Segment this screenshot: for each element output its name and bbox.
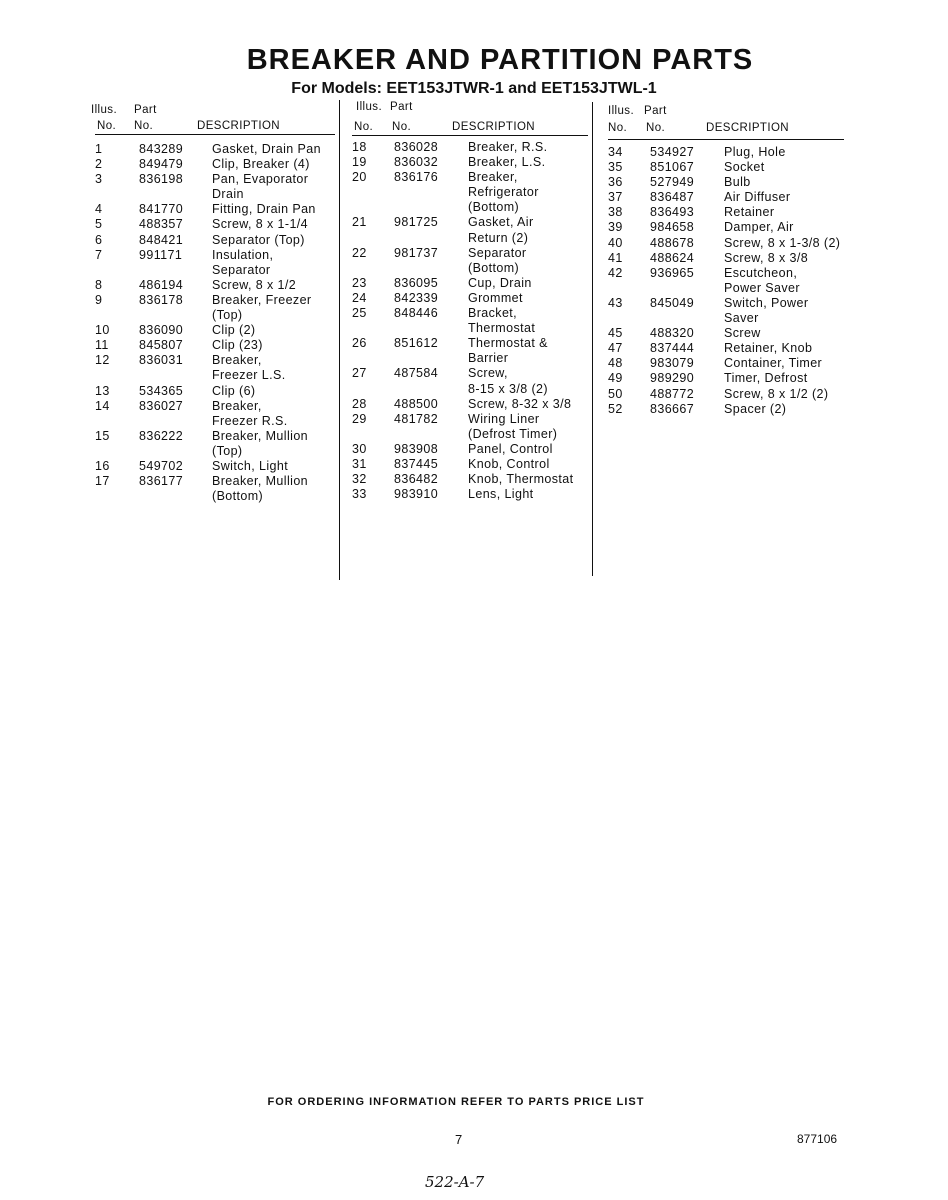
illus-no-label: No.	[608, 122, 628, 134]
description-label: DESCRIPTION	[706, 122, 789, 134]
part-number: 488772	[650, 386, 695, 401]
part-number: 486194	[139, 277, 184, 292]
part-number: 851067	[650, 160, 695, 175]
part-description: Gasket, Air	[468, 215, 534, 230]
part-row	[352, 442, 588, 457]
illus-number: 26	[352, 336, 367, 351]
part-number	[394, 185, 468, 200]
part-description: Screw, 8 x 1-1/4	[212, 217, 309, 232]
illus-number: 1	[95, 142, 103, 156]
illus-number: 50	[608, 386, 623, 401]
part-description: Breaker, Mullion	[212, 428, 309, 443]
part-description: Lens, Light	[468, 487, 534, 502]
part-description: Freezer R.S.	[212, 413, 288, 428]
part-number	[650, 281, 724, 296]
illus-number: 22	[352, 245, 367, 260]
part-description: Clip (6)	[212, 383, 256, 398]
illus-number	[352, 185, 394, 200]
part-row	[352, 155, 588, 170]
part-number: 984658	[650, 220, 695, 235]
illus-number	[95, 368, 139, 383]
models-subtitle: For Models: EET153JTWR-1 and EET153JTWL-1	[291, 80, 657, 97]
part-description: Switch, Power	[724, 295, 809, 310]
part-number: 981737	[394, 245, 439, 260]
part-description: Spacer (2)	[724, 401, 787, 416]
part-label: Part	[390, 101, 413, 113]
illus-number: 49	[608, 371, 623, 386]
part-description: Knob, Thermostat	[468, 472, 574, 487]
illus-number: 30	[352, 441, 367, 456]
part-number	[139, 308, 212, 323]
part-description: Switch, Light	[212, 458, 289, 473]
part-number: 936965	[650, 265, 695, 280]
document-number: 877106	[797, 1132, 838, 1146]
part-number: 989290	[650, 371, 695, 386]
part-row	[608, 296, 844, 311]
part-description: Separator	[212, 262, 271, 277]
part-row	[608, 402, 844, 417]
part-description: (Bottom)	[212, 489, 264, 504]
part-row	[352, 472, 588, 487]
page-number: 7	[455, 1132, 463, 1147]
part-row	[352, 487, 588, 502]
part-number	[394, 231, 468, 246]
part-description: Breaker, R.S.	[468, 140, 548, 154]
illus-number	[95, 444, 139, 459]
illus-number	[352, 382, 394, 397]
part-number: 845807	[139, 338, 184, 353]
illus-number	[352, 261, 394, 276]
part-number: 487584	[394, 366, 439, 381]
parts-column-1	[91, 104, 335, 504]
part-row	[352, 306, 588, 321]
illus-number: 48	[608, 356, 623, 371]
part-number: 836198	[139, 172, 184, 187]
part-description: Air Diffuser	[724, 190, 791, 205]
illus-number: 20	[352, 170, 367, 185]
part-description: (Top)	[212, 308, 243, 323]
part-number: 841770	[139, 202, 184, 217]
part-number: 488500	[394, 396, 439, 411]
illus-number: 9	[95, 292, 103, 307]
part-row	[608, 205, 844, 220]
part-row-continuation	[95, 489, 335, 504]
part-row-continuation	[95, 263, 335, 278]
illus-number: 2	[95, 157, 103, 172]
part-label: Part	[644, 105, 667, 117]
part-row-continuation	[95, 414, 335, 429]
part-number	[139, 263, 212, 278]
part-row	[352, 366, 588, 381]
illus-number	[95, 414, 139, 429]
part-number: 836222	[139, 428, 184, 443]
part-number: 837445	[394, 456, 439, 471]
part-row-continuation	[608, 311, 844, 326]
illus-number: 11	[95, 338, 109, 353]
part-number: 836482	[394, 472, 439, 487]
part-number: 843289	[139, 142, 184, 156]
part-number	[139, 368, 212, 383]
illus-number	[352, 427, 394, 442]
page-title: BREAKER AND PARTITION PARTS	[246, 44, 754, 76]
part-description: Socket	[724, 160, 765, 175]
illus-number: 5	[95, 217, 103, 232]
part-row	[95, 202, 335, 217]
part-row	[608, 175, 844, 190]
illus-number	[352, 200, 394, 215]
part-number: 527949	[650, 175, 695, 190]
part-no-label: No.	[134, 120, 154, 132]
illus-number: 23	[352, 275, 367, 290]
part-number: 836487	[650, 190, 695, 205]
parts-rows	[352, 140, 588, 502]
part-description: Cup, Drain	[468, 275, 532, 290]
illus-number: 32	[352, 472, 367, 487]
part-row	[608, 145, 844, 160]
part-row-continuation	[352, 382, 588, 397]
part-description: Screw, 8-32 x 3/8	[468, 396, 572, 411]
illus-number: 34	[608, 145, 623, 159]
illus-number: 24	[352, 290, 367, 305]
part-row	[608, 160, 844, 175]
illus-number: 36	[608, 175, 623, 190]
header-rule	[95, 134, 335, 135]
part-number	[650, 311, 724, 326]
part-row	[95, 338, 335, 353]
illus-number: 41	[608, 250, 623, 265]
part-description: (Defrost Timer)	[468, 426, 558, 441]
parts-rows	[95, 142, 335, 504]
part-row	[608, 387, 844, 402]
part-description: Separator	[468, 245, 527, 260]
part-row	[352, 397, 588, 412]
part-number	[139, 489, 212, 504]
part-description: Grommet	[468, 290, 523, 305]
ordering-footer: FOR ORDERING INFORMATION REFER TO PARTS PRICE LIST	[267, 1096, 645, 1108]
part-label: Part	[134, 104, 157, 116]
illus-number: 16	[95, 458, 110, 473]
part-number	[394, 200, 468, 215]
part-description: Freezer L.S.	[212, 368, 286, 383]
part-description: Insulation,	[212, 247, 274, 262]
part-number: 549702	[139, 458, 184, 473]
part-description: Container, Timer	[724, 356, 823, 371]
part-row	[352, 412, 588, 427]
part-description: Wiring Liner	[468, 411, 540, 426]
part-number: 836176	[394, 170, 439, 185]
part-description: Knob, Control	[468, 456, 550, 471]
part-row	[95, 217, 335, 232]
illus-no-label: No.	[97, 120, 117, 132]
illus-number: 7	[95, 247, 103, 262]
part-number: 836177	[139, 474, 184, 489]
illus-number: 21	[352, 215, 367, 230]
part-number	[139, 414, 212, 429]
illus-number: 42	[608, 265, 623, 280]
part-row	[352, 215, 588, 230]
column-header	[352, 101, 588, 137]
part-number: 848446	[394, 306, 439, 321]
part-row	[95, 353, 335, 368]
part-number: 488678	[650, 235, 695, 250]
part-number: 534927	[650, 145, 695, 159]
header-rule	[608, 139, 844, 140]
part-number: 836667	[650, 401, 695, 416]
part-description: Refrigerator	[468, 185, 539, 200]
illus-number	[608, 311, 650, 326]
illus-number: 35	[608, 160, 623, 175]
part-description: 8-15 x 3/8 (2)	[468, 381, 548, 396]
part-row	[95, 172, 335, 187]
part-description: Clip (2)	[212, 323, 256, 338]
part-description: Clip (23)	[212, 338, 263, 353]
part-number: 848421	[139, 232, 184, 247]
part-row-continuation	[352, 185, 588, 200]
part-number	[139, 444, 212, 459]
illus-number: 47	[608, 341, 623, 356]
header-rule	[352, 135, 588, 136]
illus-number	[95, 263, 139, 278]
part-description: Separator (Top)	[212, 232, 305, 247]
part-description: Bracket,	[468, 306, 518, 321]
part-row	[95, 429, 335, 444]
part-row	[95, 157, 335, 172]
illus-number: 3	[95, 172, 103, 187]
part-number: 836028	[394, 140, 439, 154]
part-row	[608, 371, 844, 386]
illus-number	[95, 308, 139, 323]
illus-label: Illus.	[608, 105, 635, 117]
part-number: 488320	[650, 326, 695, 341]
part-row-continuation	[95, 444, 335, 459]
part-number: 837444	[650, 341, 695, 356]
column-header	[608, 105, 844, 141]
part-row-continuation	[352, 261, 588, 276]
part-description: Thermostat &	[468, 336, 548, 351]
part-row	[352, 336, 588, 351]
part-row-continuation	[352, 200, 588, 215]
part-number	[394, 321, 468, 336]
column-header	[91, 104, 335, 136]
part-row	[95, 384, 335, 399]
part-row	[608, 356, 844, 371]
part-number: 836090	[139, 323, 184, 338]
part-no-label: No.	[646, 122, 666, 134]
part-row	[95, 459, 335, 474]
part-row	[608, 236, 844, 251]
illus-number: 19	[352, 155, 367, 170]
part-description: Breaker, Mullion	[212, 474, 309, 489]
illus-number: 40	[608, 235, 623, 250]
part-description: Gasket, Drain Pan	[212, 142, 321, 156]
illus-number	[95, 187, 139, 202]
part-row	[95, 248, 335, 263]
part-row	[95, 278, 335, 293]
part-number: 851612	[394, 336, 439, 351]
part-number: 836031	[139, 353, 184, 368]
part-number: 983079	[650, 356, 695, 371]
part-number	[139, 187, 212, 202]
part-description: Breaker,	[468, 170, 518, 185]
part-number: 534365	[139, 383, 184, 398]
part-number: 836178	[139, 292, 184, 307]
illus-number: 37	[608, 190, 623, 205]
part-row	[352, 276, 588, 291]
illus-number	[352, 231, 394, 246]
part-description: (Bottom)	[468, 260, 520, 275]
part-number	[394, 351, 468, 366]
part-description: Breaker,	[212, 353, 262, 368]
part-row-continuation	[352, 231, 588, 246]
illus-number: 39	[608, 220, 623, 235]
part-row-continuation	[352, 321, 588, 336]
part-description: Power Saver	[724, 280, 800, 295]
part-row	[608, 251, 844, 266]
part-row	[95, 293, 335, 308]
part-description: Breaker,	[212, 398, 262, 413]
part-row	[608, 266, 844, 281]
illus-number: 15	[95, 428, 110, 443]
illus-number: 4	[95, 202, 103, 217]
parts-column-2	[352, 101, 588, 502]
part-description: Screw,	[468, 366, 508, 381]
part-description: Drain	[212, 187, 244, 202]
part-description: Breaker, Freezer	[212, 292, 312, 307]
parts-rows	[608, 145, 844, 417]
illus-number: 38	[608, 205, 623, 220]
part-description: Screw, 8 x 1/2	[212, 277, 297, 292]
illus-label: Illus.	[91, 104, 118, 116]
part-row-continuation	[352, 351, 588, 366]
part-number: 836493	[650, 205, 695, 220]
part-description: Panel, Control	[468, 441, 553, 456]
part-row	[352, 457, 588, 472]
illus-number: 52	[608, 401, 623, 416]
column-divider-2	[592, 102, 593, 576]
part-description: Screw, 8 x 3/8	[724, 250, 809, 265]
part-row	[95, 323, 335, 338]
part-row-continuation	[608, 281, 844, 296]
part-number: 836032	[394, 155, 439, 170]
part-description: Damper, Air	[724, 220, 794, 235]
part-description: Retainer, Knob	[724, 341, 813, 356]
part-number	[394, 261, 468, 276]
part-number: 991171	[139, 247, 183, 262]
illus-number	[95, 489, 139, 504]
part-number	[394, 427, 468, 442]
part-row	[608, 341, 844, 356]
part-description: Clip, Breaker (4)	[212, 157, 310, 172]
part-number: 836095	[394, 275, 439, 290]
description-label: DESCRIPTION	[452, 121, 535, 133]
part-number: 481782	[394, 411, 439, 426]
illus-number	[352, 351, 394, 366]
part-description: Timer, Defrost	[724, 371, 808, 386]
part-no-label: No.	[392, 121, 412, 133]
illus-number: 25	[352, 306, 367, 321]
illus-number: 31	[352, 456, 367, 471]
illus-number: 10	[95, 323, 110, 338]
part-description: Screw, 8 x 1/2 (2)	[724, 386, 829, 401]
part-description: (Top)	[212, 443, 243, 458]
part-row-continuation	[352, 427, 588, 442]
illus-number: 14	[95, 398, 110, 413]
part-description: Saver	[724, 311, 759, 326]
part-description: (Bottom)	[468, 200, 520, 215]
part-number: 849479	[139, 157, 184, 172]
column-divider-1	[339, 100, 340, 580]
part-row-continuation	[95, 368, 335, 383]
illus-number: 33	[352, 487, 367, 502]
parts-column-3	[608, 105, 844, 417]
part-description: Bulb	[724, 175, 751, 190]
part-description: Pan, Evaporator	[212, 172, 309, 187]
illus-number: 29	[352, 411, 367, 426]
illus-number: 27	[352, 366, 367, 381]
part-number: 488357	[139, 217, 184, 232]
part-row	[608, 326, 844, 341]
part-row	[352, 140, 588, 155]
illus-number	[608, 281, 650, 296]
illus-number: 28	[352, 396, 367, 411]
part-description: Thermostat	[468, 321, 536, 336]
part-number: 836027	[139, 398, 184, 413]
illus-number: 45	[608, 326, 623, 341]
part-description: Plug, Hole	[724, 145, 786, 159]
illus-label: Illus.	[356, 101, 383, 113]
part-number: 983910	[394, 487, 439, 502]
part-row	[352, 170, 588, 185]
part-description: Fitting, Drain Pan	[212, 202, 316, 217]
part-description: Escutcheon,	[724, 265, 798, 280]
part-row	[95, 474, 335, 489]
part-description: Barrier	[468, 351, 509, 366]
part-number: 981725	[394, 215, 439, 230]
part-number: 842339	[394, 290, 439, 305]
illus-number: 17	[95, 474, 110, 489]
part-row	[95, 142, 335, 157]
part-description: Breaker, L.S.	[468, 155, 546, 170]
illus-number: 43	[608, 295, 623, 310]
illus-number: 13	[95, 383, 110, 398]
part-row	[608, 220, 844, 235]
part-row-continuation	[95, 308, 335, 323]
part-description: Screw	[724, 326, 761, 341]
illus-number	[352, 321, 394, 336]
part-description: Retainer	[724, 205, 775, 220]
part-row	[352, 291, 588, 306]
part-description: Return (2)	[468, 230, 529, 245]
part-number: 983908	[394, 441, 439, 456]
part-number	[394, 382, 468, 397]
illus-number: 8	[95, 277, 103, 292]
illus-number: 6	[95, 232, 103, 247]
part-row	[95, 233, 335, 248]
illus-number: 12	[95, 353, 110, 368]
part-row-continuation	[95, 187, 335, 202]
illus-no-label: No.	[354, 121, 374, 133]
part-row	[95, 399, 335, 414]
description-label: DESCRIPTION	[197, 120, 280, 132]
handwritten-annotation: 522-A-7	[425, 1173, 485, 1191]
part-description: Screw, 8 x 1-3/8 (2)	[724, 235, 841, 250]
part-row	[352, 246, 588, 261]
illus-number: 18	[352, 140, 367, 154]
part-row	[608, 190, 844, 205]
part-number: 488624	[650, 250, 695, 265]
part-number: 845049	[650, 295, 695, 310]
